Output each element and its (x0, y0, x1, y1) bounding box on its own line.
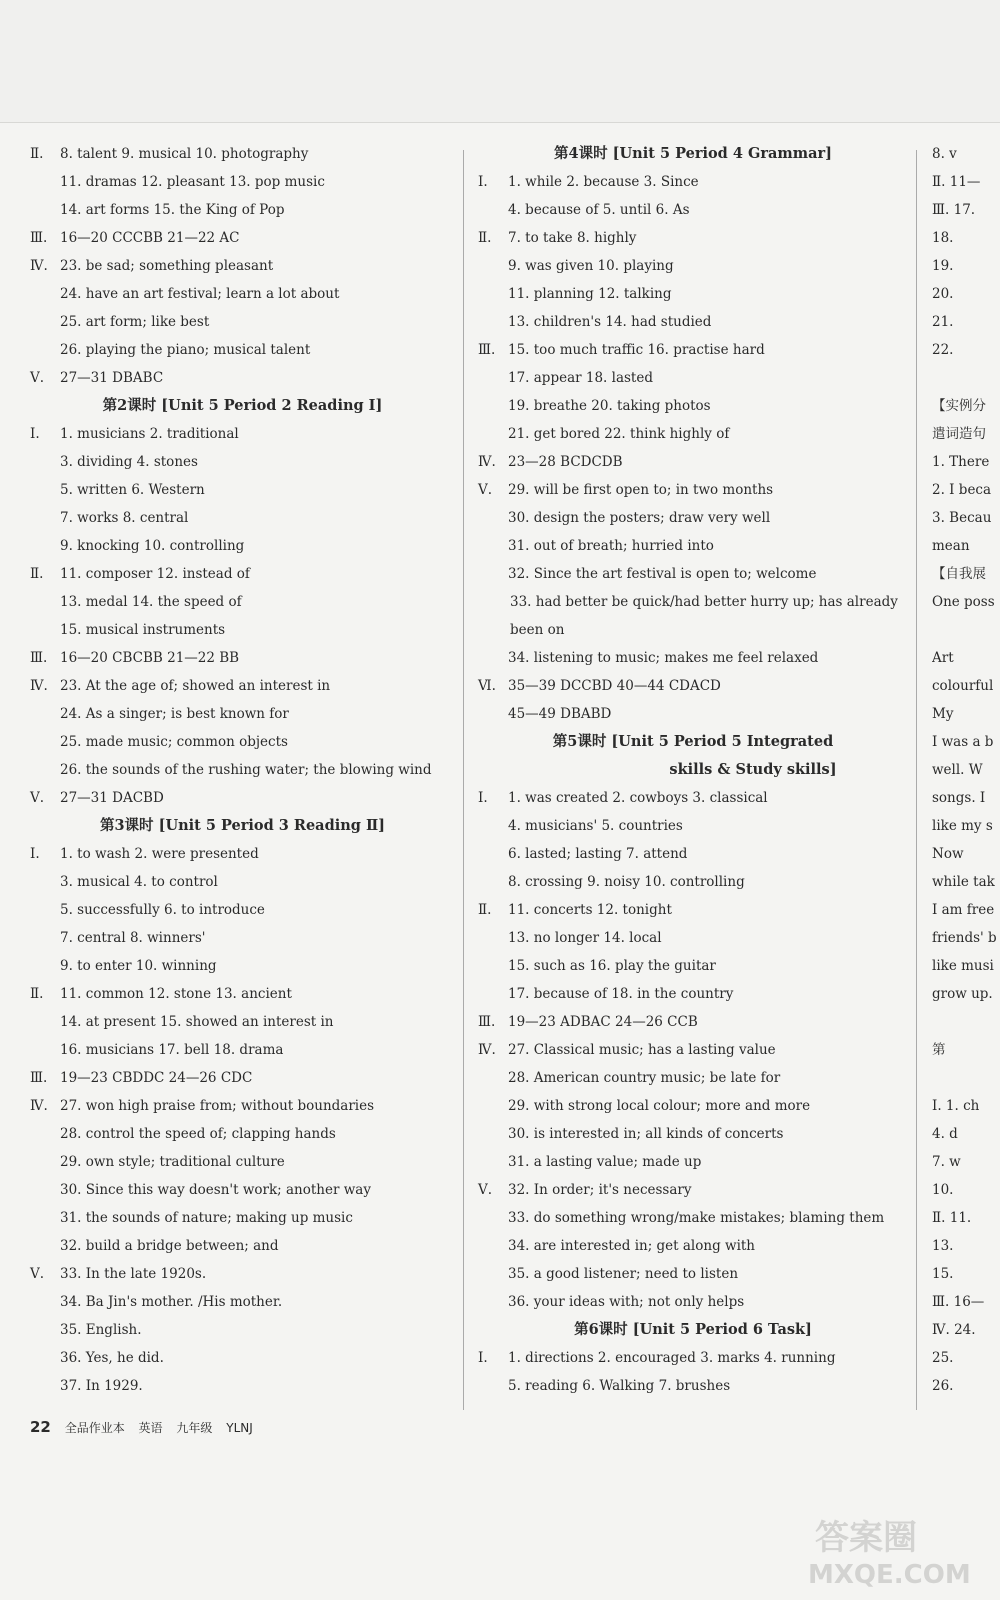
cropped-line: 1. There (932, 454, 990, 470)
answer-line (478, 392, 908, 420)
answer-line (30, 1176, 455, 1204)
cropped-line: Ⅲ. 17. (932, 202, 976, 218)
section-numeral: Ⅰ. (30, 846, 40, 862)
answer-line (30, 728, 455, 756)
answer-line (478, 252, 908, 280)
answer-line (478, 980, 908, 1008)
answer-text: 27. Classical music; has a lasting value (508, 1042, 776, 1058)
section-numeral: Ⅱ. (478, 902, 492, 918)
answer-text: 5. reading 6. Walking 7. brushes (508, 1378, 731, 1394)
book-title: 全品作业本 (64, 1421, 125, 1435)
answer-text: 11. planning 12. talking (508, 286, 672, 302)
cropped-line: grow up. (932, 986, 993, 1002)
cropped-line: I am free (932, 902, 995, 918)
section-numeral: Ⅱ. (30, 986, 44, 1002)
answer-line (30, 784, 455, 812)
answer-text: 24. have an art festival; learn a lot about (60, 286, 340, 302)
answer-text: 17. appear 18. lasted (508, 370, 653, 386)
answer-text: 30. is interested in; all kinds of concerts (508, 1126, 784, 1142)
answer-text: 29. with strong local colour; more and more (508, 1098, 811, 1114)
cropped-line: 【自我展 (932, 566, 986, 582)
answer-line (30, 616, 455, 644)
answer-text: 21. get bored 22. think highly of (508, 426, 730, 442)
answer-line (30, 140, 455, 168)
section-numeral: Ⅳ. (30, 258, 48, 274)
answer-line (30, 224, 455, 252)
cropped-line: 26. (932, 1378, 954, 1394)
cropped-line: 18. (932, 230, 954, 246)
answer-text: 27—31 DACBD (60, 790, 164, 806)
lesson-heading: skills & Study skills] (669, 761, 837, 778)
section-numeral: Ⅴ. (30, 370, 45, 386)
answer-line (478, 1176, 908, 1204)
answer-line (30, 560, 455, 588)
watermark-logo: 答案圈 (815, 1518, 917, 1558)
answer-text: 28. control the speed of; clapping hands (60, 1126, 336, 1142)
answer-text: 23. be sad; something pleasant (60, 258, 274, 274)
answer-line (30, 280, 455, 308)
column-divider (916, 150, 917, 1410)
answer-text: 27. won high praise from; without boundaries (60, 1098, 375, 1114)
section-numeral: Ⅳ. (478, 1042, 496, 1058)
answer-line (30, 840, 455, 868)
section-numeral: Ⅲ. (478, 1014, 496, 1030)
cropped-line: 3. Becau (932, 510, 992, 526)
answer-text: 5. written 6. Western (60, 482, 205, 498)
answer-text: 31. out of breath; hurried into (508, 538, 714, 554)
answer-text: 14. at present 15. showed an interest in (60, 1014, 334, 1030)
cropped-line: like my s (932, 818, 993, 834)
answer-text: 32. build a bridge between; and (60, 1238, 279, 1254)
section-numeral: Ⅲ. (478, 342, 496, 358)
section-numeral: Ⅱ. (478, 230, 492, 246)
answer-line (30, 980, 455, 1008)
answer-text: 15. too much traffic 16. practise hard (508, 342, 765, 358)
answer-text: 35. English. (60, 1322, 142, 1338)
answer-line (478, 840, 908, 868)
cropped-line: Ⅲ. 16— (932, 1294, 985, 1310)
answer-text: 8. talent 9. musical 10. photography (60, 146, 309, 162)
answer-line (478, 280, 908, 308)
answer-text: 37. In 1929. (60, 1378, 143, 1394)
edition-label: YLNJ (226, 1421, 253, 1435)
section-numeral: Ⅱ. (30, 566, 44, 582)
cropped-line: colourful (932, 678, 994, 694)
answer-text: 19—23 CBDDC 24—26 CDC (60, 1070, 253, 1086)
answer-text: 5. successfully 6. to introduce (60, 902, 265, 918)
section-numeral: Ⅴ. (30, 790, 45, 806)
answer-line (30, 1372, 455, 1400)
answer-line (30, 1064, 455, 1092)
answer-line (478, 1064, 908, 1092)
column-middle (478, 140, 908, 1400)
answer-line (478, 532, 908, 560)
answer-line (30, 1008, 455, 1036)
answer-line (30, 896, 455, 924)
answer-line (30, 1036, 455, 1064)
answer-text: 16—20 CBCBB 21—22 BB (60, 650, 240, 666)
answer-line (478, 700, 908, 728)
cropped-line: well. W (932, 762, 983, 778)
answer-line (30, 924, 455, 952)
answer-line (30, 868, 455, 896)
answer-text: 30. Since this way doesn't work; another way (60, 1182, 371, 1198)
answer-line (478, 224, 908, 252)
answer-line (478, 1036, 908, 1064)
top-rule (0, 122, 1000, 123)
answer-line (30, 196, 455, 224)
answer-line (30, 1120, 455, 1148)
cropped-line: like musi (932, 958, 994, 974)
answer-text: 1. was created 2. cowboys 3. classical (508, 790, 768, 806)
answer-text: 24. As a singer; is best known for (60, 706, 289, 722)
answer-line (478, 1344, 908, 1372)
answer-line (30, 1260, 455, 1288)
answer-text: 32. In order; it's necessary (508, 1182, 692, 1198)
answer-text: 16. musicians 17. bell 18. drama (60, 1042, 284, 1058)
answer-line (30, 504, 455, 532)
section-numeral: Ⅰ. (478, 790, 488, 806)
answer-line (478, 1148, 908, 1176)
answer-text: 9. knocking 10. controlling (60, 538, 245, 554)
page-number: 22 (30, 1418, 51, 1436)
answer-text: 23. At the age of; showed an interest in (60, 678, 331, 694)
lesson-heading: 第2课时 [Unit 5 Period 2 Reading Ⅰ] (102, 397, 383, 414)
cropped-line: 2. I beca (932, 482, 992, 498)
grade-label: 九年级 (176, 1421, 213, 1435)
answer-line (478, 868, 908, 896)
cropped-line (932, 616, 1000, 644)
answer-text: 25. made music; common objects (60, 734, 288, 750)
answer-text: 31. a lasting value; made up (508, 1154, 702, 1170)
answer-text: 29. will be first open to; in two months (508, 482, 774, 498)
answer-line (30, 700, 455, 728)
cropped-line: 20. (932, 286, 954, 302)
answer-line (478, 1204, 908, 1232)
cropped-line: mean (932, 538, 970, 554)
answer-line (478, 476, 908, 504)
cropped-line: Ⅱ. 11. (932, 1210, 972, 1226)
answer-text: 1. directions 2. encouraged 3. marks 4. running (508, 1350, 836, 1366)
answer-line (30, 336, 455, 364)
answer-text: 1. while 2. because 3. Since (508, 174, 699, 190)
answer-line-wrapped: 33. had better be quick/had better hurry up; has already been on (510, 594, 898, 638)
answer-line (30, 532, 455, 560)
answer-line (478, 1232, 908, 1260)
section-numeral: Ⅴ. (478, 1182, 493, 1198)
cropped-line: 19. (932, 258, 954, 274)
answer-line (478, 784, 908, 812)
answer-text: 4. musicians' 5. countries (508, 818, 683, 834)
answer-line (478, 812, 908, 840)
answer-text: 6. lasted; lasting 7. attend (508, 846, 688, 862)
answer-line (478, 1092, 908, 1120)
answer-text: 3. dividing 4. stones (60, 454, 198, 470)
column-left (30, 140, 455, 1400)
cropped-line: 7. w (932, 1154, 961, 1170)
answer-text: 31. the sounds of nature; making up music (60, 1210, 353, 1226)
answer-line (30, 448, 455, 476)
section-numeral: Ⅲ. (30, 1070, 48, 1086)
answer-line (478, 1120, 908, 1148)
answer-text: 29. own style; traditional culture (60, 1154, 285, 1170)
answer-line (478, 644, 908, 672)
answer-line (30, 420, 455, 448)
answer-line (30, 1148, 455, 1176)
answer-line (30, 1316, 455, 1344)
section-numeral: Ⅰ. (478, 1350, 488, 1366)
lesson-heading: 第4课时 [Unit 5 Period 4 Grammar] (554, 145, 832, 162)
answer-text: 34. listening to music; makes me feel relaxed (508, 650, 819, 666)
answer-text: 32. Since the art festival is open to; welcome (508, 566, 817, 582)
answer-line (30, 644, 455, 672)
cropped-line: 8. v (932, 146, 957, 162)
answer-text: 14. art forms 15. the King of Pop (60, 202, 285, 218)
top-margin (0, 0, 1000, 122)
answer-text: 9. was given 10. playing (508, 258, 674, 274)
answer-text: 1. musicians 2. traditional (60, 426, 239, 442)
answer-text: 11. composer 12. instead of (60, 566, 250, 582)
cropped-line: 遣词造句 (932, 426, 986, 442)
answer-text: 1. to wash 2. were presented (60, 846, 259, 862)
answer-line (478, 560, 908, 588)
answer-text: 4. because of 5. until 6. As (508, 202, 690, 218)
answer-line (478, 308, 908, 336)
answer-text: 11. dramas 12. pleasant 13. pop music (60, 174, 325, 190)
answer-text: 9. to enter 10. winning (60, 958, 217, 974)
answer-line (30, 1204, 455, 1232)
answer-text: 23—28 BCDCDB (508, 454, 623, 470)
answer-text: 7. central 8. winners' (60, 930, 206, 946)
answer-text: 13. medal 14. the speed of (60, 594, 242, 610)
answer-line (30, 308, 455, 336)
answer-text: 15. such as 16. play the guitar (508, 958, 716, 974)
answer-text: 8. crossing 9. noisy 10. controlling (508, 874, 745, 890)
section-numeral: Ⅵ. (478, 678, 496, 694)
cropped-line: One poss (932, 594, 995, 610)
answer-line (30, 476, 455, 504)
section-numeral: Ⅰ. (478, 174, 488, 190)
answer-text: 36. Yes, he did. (60, 1350, 164, 1366)
answer-text: 45—49 DBABD (508, 706, 612, 722)
cropped-line: 21. (932, 314, 954, 330)
answer-line (30, 952, 455, 980)
cropped-line: Now (932, 846, 964, 862)
answer-line (30, 252, 455, 280)
cropped-line: 13. (932, 1238, 954, 1254)
cropped-line: Ⅰ. 1. ch (932, 1098, 980, 1114)
cropped-line: 【实例分 (932, 398, 986, 414)
section-numeral: Ⅴ. (30, 1266, 45, 1282)
answer-text: 3. musical 4. to control (60, 874, 218, 890)
cropped-line: I was a b (932, 734, 994, 750)
answer-text: 35. a good listener; need to listen (508, 1266, 739, 1282)
answer-line (478, 504, 908, 532)
answer-line (478, 672, 908, 700)
cropped-line (932, 364, 1000, 392)
answer-text: 33. do something wrong/make mistakes; blaming them (508, 1210, 885, 1226)
subject-label: 英语 (138, 1421, 163, 1435)
answer-line (30, 168, 455, 196)
answer-text: 16—20 CCCBB 21—22 AC (60, 230, 240, 246)
lesson-heading: 第6课时 [Unit 5 Period 6 Task] (574, 1321, 812, 1338)
answer-line (30, 1232, 455, 1260)
answer-text: 26. the sounds of the rushing water; the blowing wind (60, 762, 432, 778)
cropped-line (932, 1064, 1000, 1092)
answer-text: 19—23 ADBAC 24—26 CCB (508, 1014, 698, 1030)
answer-line (478, 448, 908, 476)
answer-text: 13. no longer 14. local (508, 930, 662, 946)
answer-text: 27—31 DBABC (60, 370, 164, 386)
answer-line (478, 196, 908, 224)
section-numeral: Ⅳ. (478, 454, 496, 470)
section-numeral: Ⅳ. (30, 1098, 48, 1114)
page-footer (30, 1418, 263, 1436)
answer-line (30, 588, 455, 616)
cropped-line: Ⅳ. 24. (932, 1322, 976, 1338)
cropped-line: 22. (932, 342, 954, 358)
answer-line (30, 1092, 455, 1120)
cropped-line: friends' b (932, 930, 997, 946)
answer-line (478, 364, 908, 392)
section-numeral: Ⅲ. (30, 230, 48, 246)
answer-line (478, 1260, 908, 1288)
answer-line (478, 896, 908, 924)
cropped-line: 第 (932, 1042, 946, 1058)
answer-text: 15. musical instruments (60, 622, 226, 638)
answer-line (30, 1288, 455, 1316)
answer-text: 35—39 DCCBD 40—44 CDACD (508, 678, 721, 694)
cropped-line: 4. d (932, 1126, 958, 1142)
lesson-heading: 第5课时 [Unit 5 Period 5 Integrated (552, 733, 834, 750)
answer-text: 7. works 8. central (60, 510, 189, 526)
answer-line (478, 924, 908, 952)
cropped-line: songs. I (932, 790, 986, 806)
answer-text: 19. breathe 20. taking photos (508, 398, 711, 414)
answer-text: 26. playing the piano; musical talent (60, 342, 311, 358)
watermark-url: MXQE.COM (808, 1560, 971, 1590)
answer-line (30, 672, 455, 700)
answer-text: 30. design the posters; draw very well (508, 510, 771, 526)
cropped-line: Ⅱ. 11— (932, 174, 981, 190)
answer-line (478, 952, 908, 980)
answer-line (30, 364, 455, 392)
section-numeral: Ⅲ. (30, 650, 48, 666)
answer-line (478, 420, 908, 448)
cropped-line (932, 1008, 1000, 1036)
answer-text: 36. your ideas with; not only helps (508, 1294, 745, 1310)
answer-line (30, 1344, 455, 1372)
cropped-line: My (932, 706, 954, 722)
cropped-line: while tak (932, 874, 995, 890)
section-numeral: Ⅰ. (30, 426, 40, 442)
section-numeral: Ⅱ. (30, 146, 44, 162)
answer-line (478, 1008, 908, 1036)
section-numeral: Ⅳ. (30, 678, 48, 694)
answer-line (30, 756, 455, 784)
answer-text: 34. are interested in; get along with (508, 1238, 756, 1254)
answer-text: 33. In the late 1920s. (60, 1266, 207, 1282)
answer-line (478, 1372, 908, 1400)
answer-text: 7. to take 8. highly (508, 230, 637, 246)
answer-text: 34. Ba Jin's mother. /His mother. (60, 1294, 283, 1310)
column-divider (463, 150, 464, 1410)
answer-text: 28. American country music; be late for (508, 1070, 781, 1086)
answer-text: 11. common 12. stone 13. ancient (60, 986, 292, 1002)
answer-text: 25. art form; like best (60, 314, 210, 330)
answer-text: 17. because of 18. in the country (508, 986, 734, 1002)
cropped-line: 25. (932, 1350, 954, 1366)
cropped-line: 15. (932, 1266, 954, 1282)
cropped-line: Art (932, 650, 954, 666)
answer-line (478, 168, 908, 196)
section-numeral: Ⅴ. (478, 482, 493, 498)
cropped-line: 10. (932, 1182, 954, 1198)
answer-line (478, 1288, 908, 1316)
answer-text: 11. concerts 12. tonight (508, 902, 672, 918)
answer-text: 13. children's 14. had studied (508, 314, 712, 330)
answer-line (478, 336, 908, 364)
lesson-heading: 第3课时 [Unit 5 Period 3 Reading Ⅱ] (99, 817, 386, 834)
column-right-cropped (932, 140, 1000, 1400)
